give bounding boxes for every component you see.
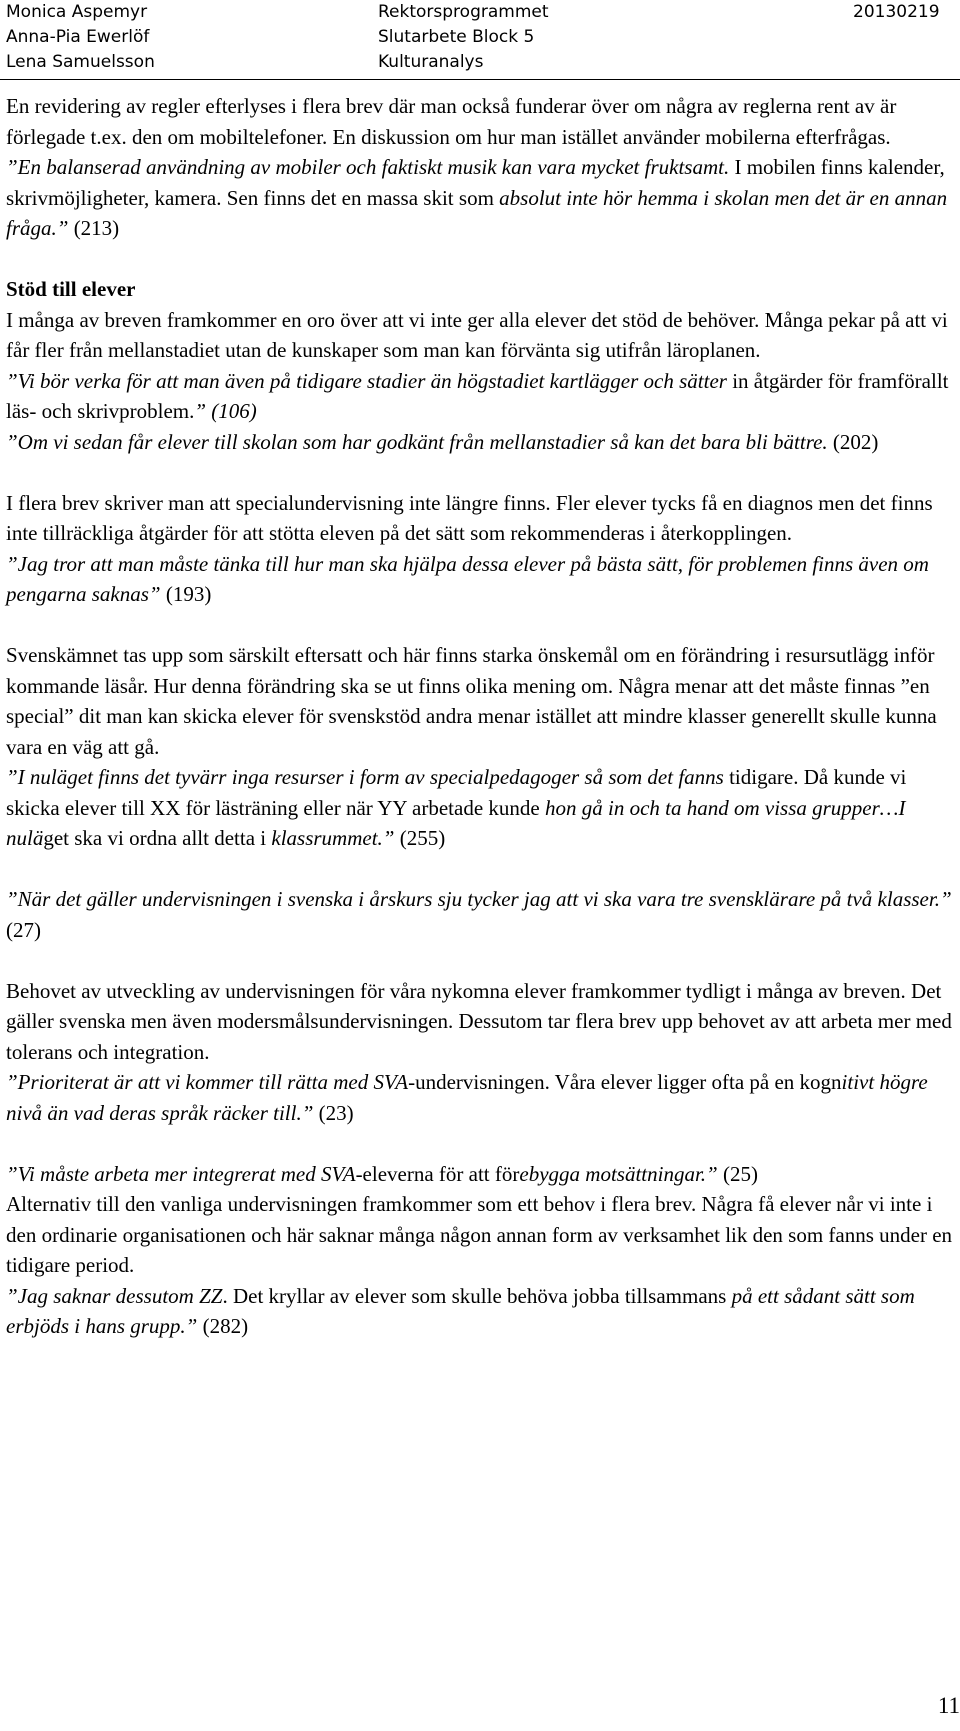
reference-number: (23)	[313, 1100, 354, 1125]
section-heading: Stöd till elever	[6, 277, 136, 301]
quote-plain: -eleverna för att för	[355, 1161, 520, 1186]
document-body	[6, 91, 954, 1342]
quote: på ett sådant sätt som erbjöds i hans grupp.”	[6, 1283, 915, 1338]
spacer	[6, 610, 954, 641]
quote: ”En balanserad användning av mobiler och faktiskt musik kan vara mycket fruktsamt.	[6, 155, 730, 179]
quote: absolut inte hör hemma i skolan men det är en annan fråga.”	[6, 185, 948, 240]
header-course: Slutarbete Block 5	[378, 27, 535, 47]
reference-number: ” (106)	[194, 399, 257, 423]
header-divider	[0, 79, 960, 80]
quote-plain: get ska vi ordna allt detta i	[43, 826, 272, 850]
quote-plain: tidigare. Då kunde vi skicka elever till XX för lästräning eller när YY arbetade kunde	[6, 765, 907, 820]
paragraph-text: En revidering av regler efterlyses i flera brev där man också funderar över om några av reglerna rent av är förlegade t.ex. den om mobiltelefoner. En diskussion om hur man istället använder mobilerna efterfrågas.	[6, 94, 897, 149]
reference-number: (27)	[6, 917, 41, 942]
header-author-3: Lena Samuelsson	[6, 52, 155, 72]
quote-paragraph	[6, 1159, 954, 1190]
header-topic: Kulturanalys	[378, 52, 484, 72]
reference-number: (25)	[717, 1161, 758, 1186]
reference-number: (213)	[68, 216, 120, 240]
page-header	[0, 0, 960, 76]
header-authors	[6, 0, 155, 75]
quote-plain: . Det kryllar av elever som skulle behöva jobba tillsammans	[222, 1283, 732, 1308]
quote: hon gå in och ta hand om vissa grupper…I nulä	[6, 795, 906, 850]
paragraph-special-ed: I flera brev skriver man att specialundervisning inte längre finns. Fler elever tycks få en diagnos men det finns inte tillräckliga åtgärder för att stötta eleven på det sätt som rekommenderas i återkopplingen.	[6, 490, 933, 545]
reference-number: (282)	[197, 1314, 249, 1338]
quote-paragraph	[6, 427, 954, 458]
quote-paragraph	[6, 1067, 954, 1128]
quote-plain: -undervisningen. Våra elever ligger ofta på en kogn	[408, 1070, 842, 1094]
quote-plain: I mobilen finns kalender, skrivmöjligheter, kamera. Sen finns det en massa skit som	[6, 155, 945, 210]
reference-number: (255)	[394, 826, 446, 850]
quote-paragraph	[6, 366, 954, 427]
header-date: 20130219	[853, 2, 940, 22]
spacer	[6, 1128, 954, 1159]
reference-number: (193)	[160, 582, 212, 606]
header-program: Rektorsprogrammet	[378, 2, 549, 22]
quote: ”Vi måste arbeta mer integrerat med SVA	[6, 1161, 356, 1186]
quote-paragraph	[6, 1281, 954, 1342]
quote: ”Om vi sedan får elever till skolan som har godkänt från mellanstadier så kan det bara bli bättre.	[6, 429, 828, 454]
paragraph-support: I många av breven framkommer en oro över att vi inte ger alla elever det stöd de behöver. Många pekar på att vi får fler från mellanstadiet utan de kunskaper som man kan förvänta sig utifrån läroplanen.	[6, 307, 948, 362]
quote-paragraph	[6, 884, 954, 945]
quote-plain: in åtgärder för framförallt läs- och skrivproblem.	[6, 368, 949, 423]
quote: klassrummet.”	[271, 826, 395, 850]
quote: ”När det gäller undervisningen i svenska i årskurs sju tycker jag att vi ska vara tre svensklärare på två klasser.”	[6, 887, 952, 911]
paragraph-swedish-subject: Svenskämnet tas upp som särskilt eftersatt och här finns starka önskemål om en förändring i resursutlägg inför kommande läsår. Hur denna förändring ska se ut finns olika mening om. Några menar att det måste finnas ”en special” dit man kan skicka elever för svenskstöd andra menar istället att mindre klasser generellt skulle kunna vara en väg att gå.	[6, 643, 937, 759]
paragraph-newcomers: Behovet av utveckling av undervisningen för våra nykomna elever framkommer tydligt i många av breven. Det gäller svenska men även modersmålsundervisningen. Dessutom tar flera brev upp behovet av att arbeta mer med tolerans och integration.	[6, 978, 952, 1064]
header-author-1: Monica Aspemyr	[6, 2, 148, 22]
quote: ”Jag tror att man måste tänka till hur man ska hjälpa dessa elever på bästa sätt, för problemen finns även om pengarna saknas”	[6, 551, 929, 606]
spacer	[6, 244, 954, 275]
quote: ”Vi bör verka för att man även på tidigare stadier än högstadiet kartlägger och sätter	[6, 368, 727, 393]
quote: itivt högre nivå än vad deras språk räcker till.”	[6, 1070, 928, 1125]
reference-number: (202)	[827, 429, 879, 454]
paragraph-alternatives: Alternativ till den vanliga undervisningen framkommer som ett behov i flera brev. Några få elever når vi inte i den ordinarie organisationen och här saknar många någon annan form av verksamhet lik den som fanns under en tidigare period.	[6, 1192, 953, 1277]
spacer	[6, 854, 954, 885]
page-number: 11	[937, 1693, 960, 1718]
spacer	[6, 457, 954, 488]
header-author-2: Anna-Pia Ewerlöf	[6, 27, 150, 47]
spacer	[6, 945, 954, 976]
quote-paragraph	[6, 549, 954, 610]
quote: ”I nuläget finns det tyvärr inga resurser i form av specialpedagoger så som det fanns	[6, 765, 724, 789]
header-course-info	[378, 0, 549, 75]
quote: ebygga motsättningar.”	[519, 1161, 718, 1186]
paragraph-mobile-rules	[6, 91, 954, 244]
quote: ”Jag saknar dessutom ZZ	[6, 1283, 223, 1308]
quote: ”Prioriterat är att vi kommer till rätta med SVA	[6, 1070, 409, 1094]
header-date-col	[853, 0, 940, 25]
quote-paragraph	[6, 762, 954, 854]
